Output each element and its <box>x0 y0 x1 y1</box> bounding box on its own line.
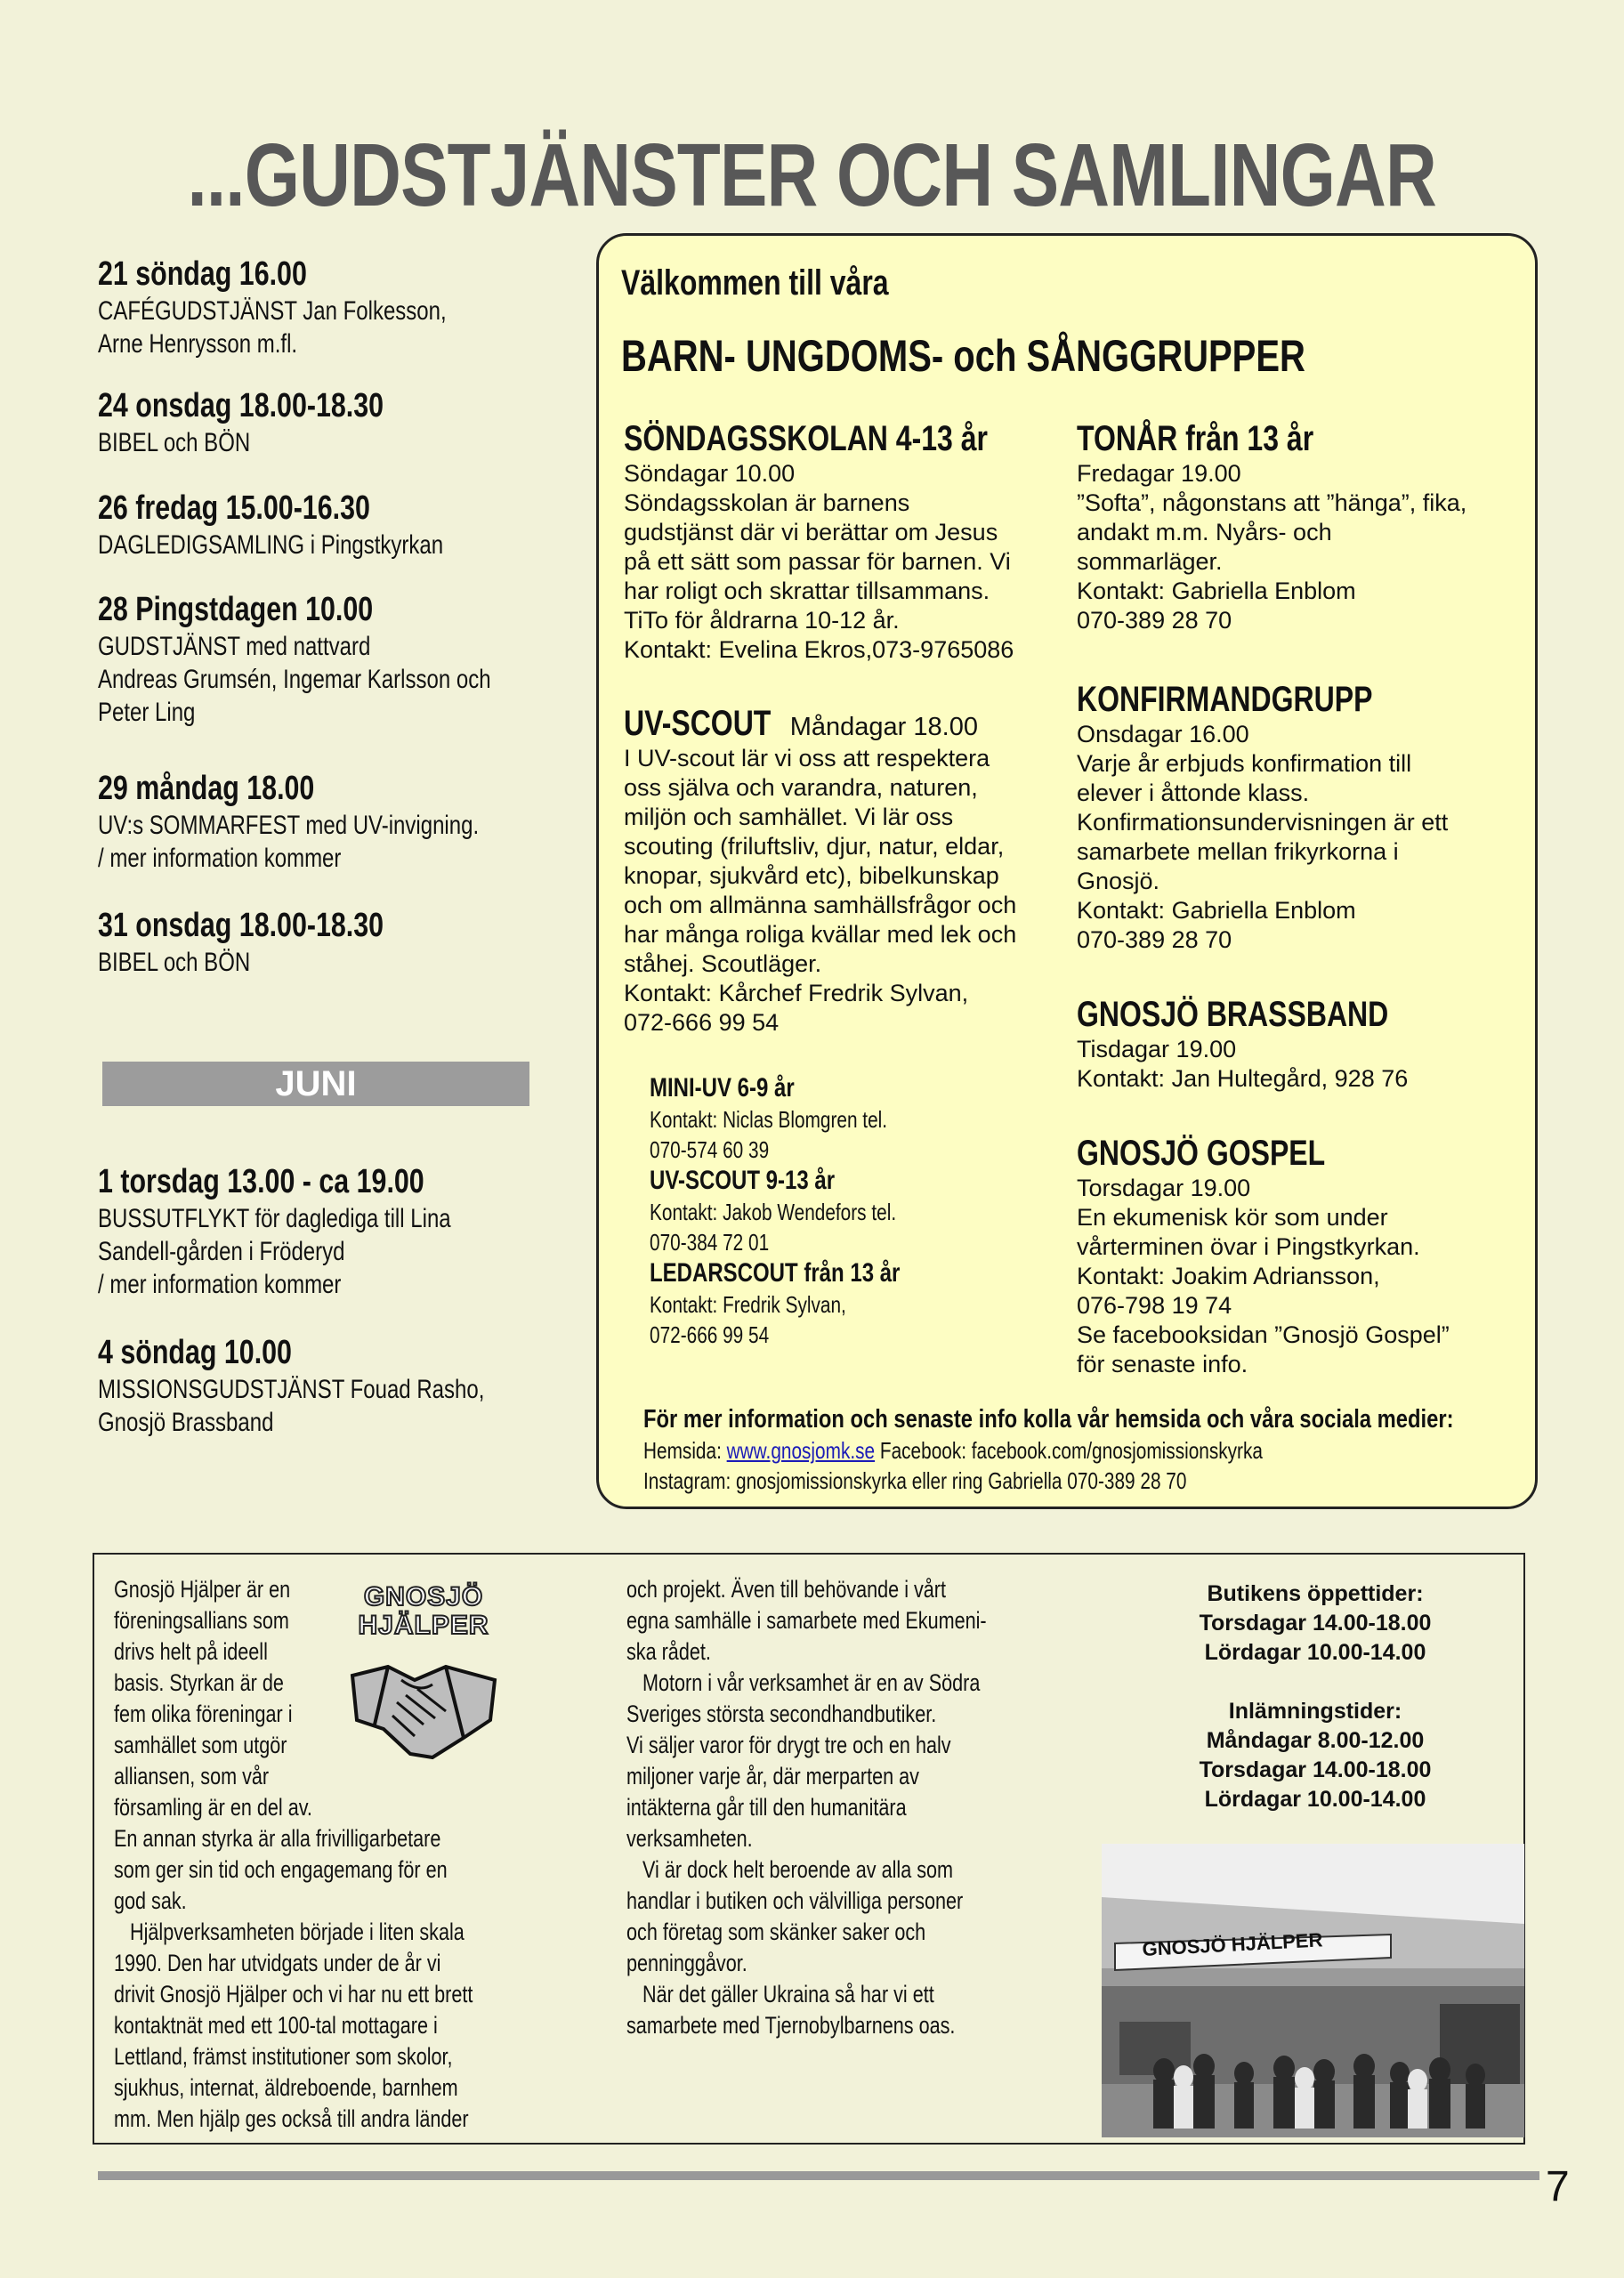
event-item: 1 torsdag 13.00 - ca 19.00 BUSSUTFLYKT för dagledigа till Lina Sandell-gården i Fröderyd / mer information kommer <box>98 1163 451 1299</box>
page-number: 7 <box>1546 2163 1570 2210</box>
event-item: 24 onsdag 18.00-18.30 BIBEL och BÖN <box>98 387 384 457</box>
gnosjo-hjalper-logo: GNOSJÖ HJÄLPER <box>357 1583 490 1769</box>
page-title: ...GUDSTJÄNSTER OCH SAMLINGAR <box>187 125 1437 225</box>
groups-box <box>596 233 1538 1509</box>
groups-welcome: Välkommen till våra <box>621 263 889 303</box>
event-item: 29 måndag 18.00 UV:s SOMMARFEST med UV-invigning. / mer information kommer <box>98 770 480 873</box>
opening-hours: Butikens öppettider: Torsdagar 14.00-18.00 Lördagar 10.00-14.00 Inlämningstider: Måndagar 8.00-12.00 Torsdagar 14.00-18.00 Lördagar 10.00-14.00 <box>1199 1581 1432 1812</box>
konfirmand-section: KONFIRMANDGRUPP Onsdagar 16.00 Varje år erbjuds konfirmation till elever i åttonde klass. Konfirmationsundervisningen är ett samarbete mellan frikyrkorna i Gnosjö. Kontakt: Gabriella Enblom 070-389 28 70 <box>1077 680 1449 953</box>
gnosjo-hjalper-box <box>93 1553 1525 2145</box>
info-footer: För mer information och senaste info kolla vår hemsida och våra sociala medier: Hemsida: www.gnosjomk.se Facebook: facebook.com/gnosjomissionskyrka Instagram: gnosjomissionskyrka eller ring Gabriella 070-389 28 70 <box>643 1405 1454 1494</box>
event-item: 4 söndag 10.00 MISSIONSGUDSTJÄNST Fouad Rasho, Gnosjö Brassband <box>98 1334 485 1437</box>
uvscout-section: UV-SCOUT Måndagar 18.00 I UV-scout lär vi oss att respektera oss själva och varandra, naturen, miljön och samhället. Vi lär oss scouting (friluftsliv, djur, natur, eldar, knopar, sjukvård etc), bibelkunskap och om allmänna samhällsfrågor och har många roliga kvällar med lek och ståhej. Scoutläger. Kontakt: Kårchef Fredrik Sylvan, 072-666 99 54 <box>624 704 1017 1036</box>
website-link[interactable]: www.gnosjomk.se <box>726 1437 876 1464</box>
sondagsskolan-section: SÖNDAGSSKOLAN 4-13 år Söndagar 10.00 Söndagsskolan är barnens gudstjänst där vi berättar om Jesus på ett sätt som passar för barnen. Vi har roligt och skrattar tillsammans. TiTo för åldrarna 10-12 år. Kontakt: Evelina Ekros,073-9765086 <box>624 419 1014 663</box>
scout-subgroups: MINI-UV 6-9 år Kontakt: Niclas Blomgren tel. 070-574 60 39 UV-SCOUT 9-13 år Kontakt: Jakob Wendefors tel. 070-384 72 01 LEDARSCOUT från 13 år Kontakt: Fredrik Sylvan, 072-666 99 54 <box>650 1073 901 1348</box>
hjalper-text-col2: och projekt. Även till behövande i vårt egna samhälle i samarbete med Ekumeni- ska rådet. Motorn i vår verksamhet är en av Södra Sveriges största secondhandbutiker. Vi säljer varor för drygt tre och en halv miljoner varje år, där merparten av intäkterna går till den humanitära verksamheten. Vi är dock helt beroende av alla som handlar i butiken och välvilliga personer och företag som skänker saker och penninggåvor. När det gäller Ukraina så har vi ett samarbete med Tjernobylbarnens oas. <box>626 1576 987 2039</box>
groups-heading: BARN- UNGDOMS- och SÅNGGRUPPER <box>621 331 1305 381</box>
gospel-section: GNOSJÖ GOSPEL Torsdagar 19.00 En ekumenisk kör som under vårterminen övar i Pingstkyrkan. Kontakt: Joakim Adriansson, 076-798 19 74 Se facebooksidan ”Gnosjö Gospel” för senaste info. <box>1077 1134 1450 1377</box>
event-item: 26 fredag 15.00-16.30 DAGLEDIGSAMLING i Pingstkyrkan <box>98 489 444 560</box>
event-item: 21 söndag 16.00 CAFÉGUDSTJÄNST Jan Folkesson, Arne Henrysson m.fl. <box>98 255 447 359</box>
event-item: 31 onsdag 18.00-18.30 BIBEL och BÖN <box>98 907 384 977</box>
brassband-section: GNOSJÖ BRASSBAND Tisdagar 19.00 Kontakt: Jan Hultegård, 928 76 <box>1077 995 1409 1092</box>
tonar-section: TONÅR från 13 år Fredagar 19.00 ”Softa”, någonstans att ”hänga”, fika, andakt m.m. Nyårs- och sommarläger. Kontakt: Gabriella Enblom 070-389 28 70 <box>1077 419 1467 634</box>
hjalper-text-col1: Gnosjö Hjälper är en föreningsallians som drivs helt på ideell basis. Styrkan är de fem olika föreningar i samhället som utgör alliansen, som vår församling är en del av. En annan styrka är alla frivilligarbetare som ger sin tid och engagemang för en god sak. Hjälpverksamheten började i liten skala 1990. Den har utvidgats under de år vi drivit Gnosjö Hjälper och vi har nu ett brett kontaktnät med ett 100-tal mottagare i Lettland, främst institutioner som skolor, sjukhus, internat, äldreboende, barnhem mm. Men hjälp ges också till andra länder <box>114 1576 473 2132</box>
store-sign: GNOSJÖ HJÄLPER <box>1142 1928 1323 1960</box>
event-item: 28 Pingstdagen 10.00 GUDSTJÄNST med nattvard Andreas Grumsén, Ingemar Karlsson och Peter Ling <box>98 591 491 727</box>
store-photo <box>1102 1844 1524 2137</box>
month-banner: JUNI <box>102 1062 529 1106</box>
footer-divider <box>98 2171 1539 2180</box>
